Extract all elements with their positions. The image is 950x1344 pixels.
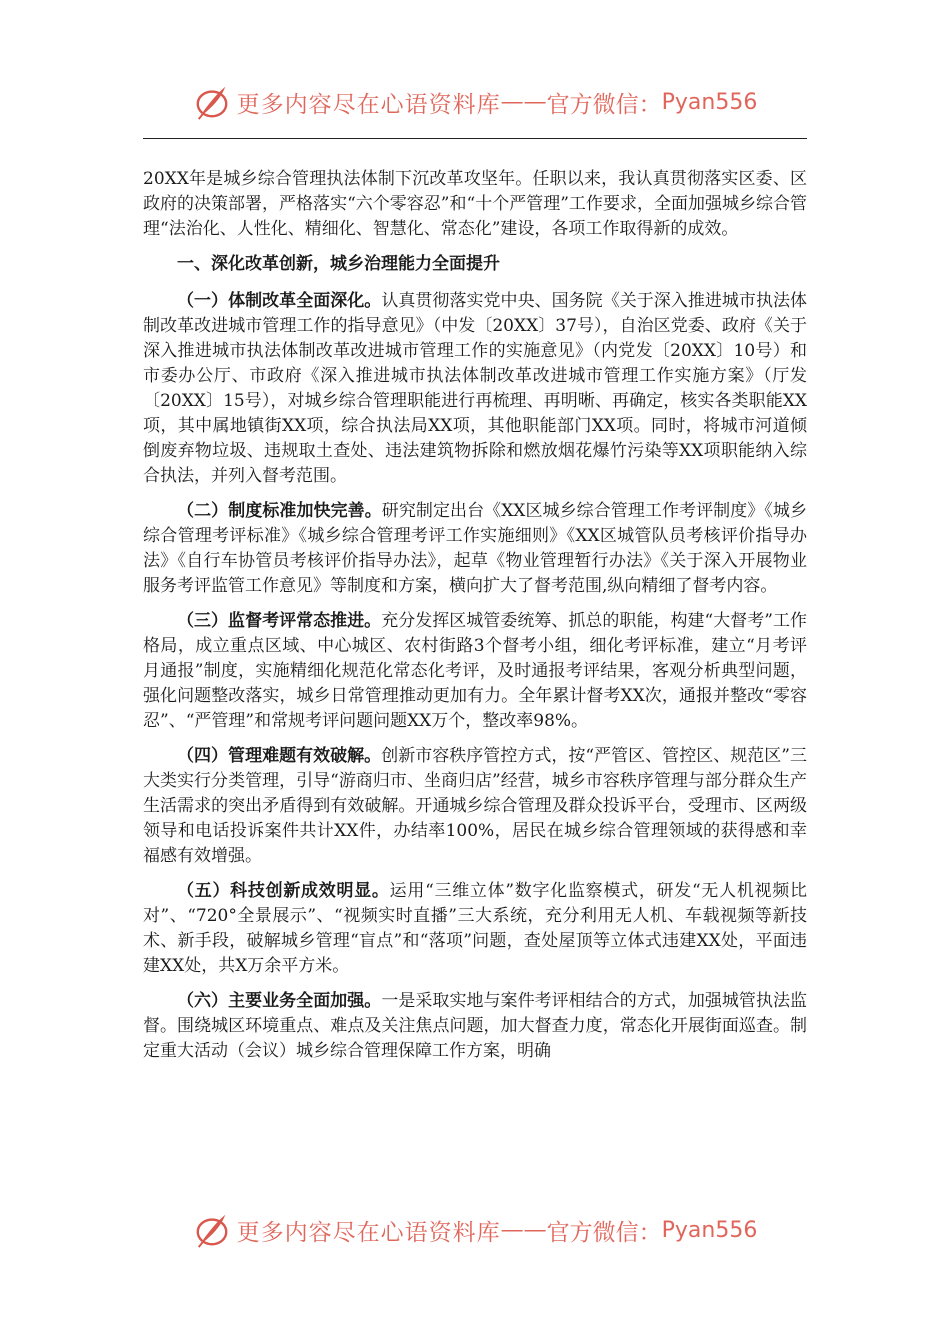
item-body-5: 运用“三维立体”数字化监察模式，研发“无人机视频比对”、“720°全景展示”、“视频实时直播”三大系统，充分利用无人机、车载视频等新技术、新手段，破解城乡管理“盲点”和“落项”问题，查处屋顶等立体式违建XX处，平面违建XX处，共X万余平方米。 <box>143 881 807 976</box>
item-lead-6: （六）主要业务全面加强。 <box>177 991 382 1011</box>
footer-slogan: 更多内容尽在心语资料库 <box>236 1219 501 1246</box>
header-wechat-label: 官方微信： <box>546 91 662 118</box>
item-body-3: 充分发挥区城管委统筹、抓总的职能，构建“大督考”工作格局，成立重点区域、中心城区、农村街路3个督考小组，细化考评标准，建立“月考评月通报”制度，实施精细化规范化常态化考评，及时通报考评结果，客观分析典型问题，强化问题整改落实，城乡日常管理推动更加有力。全年累计督考XX次，通报并整改“零容忍”、“严管理”和常规考评问题问题XX万个，整改率98%。 <box>143 611 807 731</box>
quill-logo-icon <box>193 83 231 121</box>
item-body-2: 研究制定出台《XX区城乡综合管理工作考评制度》《城乡综合管理考评标准》《城乡综合管理考评工作实施细则》《XX区城管队员考核评价指导办法》《自行车协管员考核评价指导办法》，起草《物业管理暂行办法》《关于深入开展物业服务考评监管工作意见》等制度和方案，横向扩大了督考范围,纵向精细了督考内容。 <box>143 501 807 596</box>
intro-paragraph: 20XX年是城乡综合管理执法体制下沉改革攻坚年。任职以来，我认真贯彻落实区委、区政府的决策部署，严格落实“六个零容忍”和“十个严管理”工作要求，全面加强城乡综合管理“法治化、人性化、精细化、智慧化、常态化”建设，各项工作取得新的成效。 <box>143 169 807 239</box>
item-body-4: 创新市容秩序管控方式，按“严管区、管控区、规范区”三大类实行分类管理，引导“游商归市、坐商归店”经营，城乡市容秩序管理与部分群众生产生活需求的突出矛盾得到有效破解。开通城乡综合管理及群众投诉平台，受理市、区两级领导和电话投诉案件共计XX件，办结率100%，居民在城乡综合管理领域的获得感和幸福感有效增强。 <box>143 746 807 866</box>
header-slogan: 更多内容尽在心语资料库 <box>236 91 501 118</box>
item-paragraph-4 <box>143 744 807 869</box>
item-lead-1: （一）体制改革全面深化。 <box>177 291 382 311</box>
item-paragraph-3 <box>143 609 807 734</box>
item-paragraph-2 <box>143 499 807 599</box>
document-body <box>143 167 807 1074</box>
item-paragraph-5 <box>143 879 807 979</box>
item-lead-5: （五）科技创新成效明显。 <box>177 881 390 901</box>
section-heading: 一、深化改革创新，城乡治理能力全面提升 <box>177 254 500 274</box>
footer-account: Pyan556 <box>661 1217 758 1243</box>
header-account: Pyan556 <box>661 89 758 115</box>
item-body-6: 一是采取实地与案件考评相结合的方式，加强城管执法监督。围绕城区环境重点、难点及关注焦点问题，加大督查力度，常态化开展街面巡查。制定重大活动（会议）城乡综合管理保障工作方案，明确 <box>143 991 808 1061</box>
header-banner <box>0 82 950 122</box>
header-divider <box>143 138 807 139</box>
item-lead-2: （二）制度标准加快完善。 <box>177 501 382 521</box>
item-paragraph-6 <box>143 989 807 1064</box>
footer-wechat-label: 官方微信： <box>546 1219 662 1246</box>
footer-separator: —— <box>500 1217 547 1243</box>
item-body-1: 认真贯彻落实党中央、国务院《关于深入推进城市执法体制改革改进城市管理工作的指导意见》（中发〔20XX〕37号），自治区党委、政府《关于深入推进城市执法体制改革改进城市管理工作的实施意见》（内党发〔20XX〕10号）和市委办公厅、市政府《深入推进城市执法体制改革改进城市管理工作实施方案》（厅发〔20XX〕15号），对城乡综合管理职能进行再梳理、再明晰、再确定，核实各类职能XX项，其中属地镇街XX项，综合执法局XX项，其他职能部门XX项。同时，将城市河道倾倒废弃物垃圾、违规取土查处、违法建筑物拆除和燃放烟花爆竹污染等XX项职能纳入综合执法，并列入督考范围。 <box>143 291 808 486</box>
item-lead-3: （三）监督考评常态推进。 <box>177 611 382 631</box>
item-lead-4: （四）管理难题有效破解。 <box>177 746 382 766</box>
item-paragraph-1 <box>143 289 807 489</box>
header-separator: —— <box>500 89 547 115</box>
quill-logo-icon <box>193 1211 231 1249</box>
footer-banner <box>0 1210 950 1250</box>
